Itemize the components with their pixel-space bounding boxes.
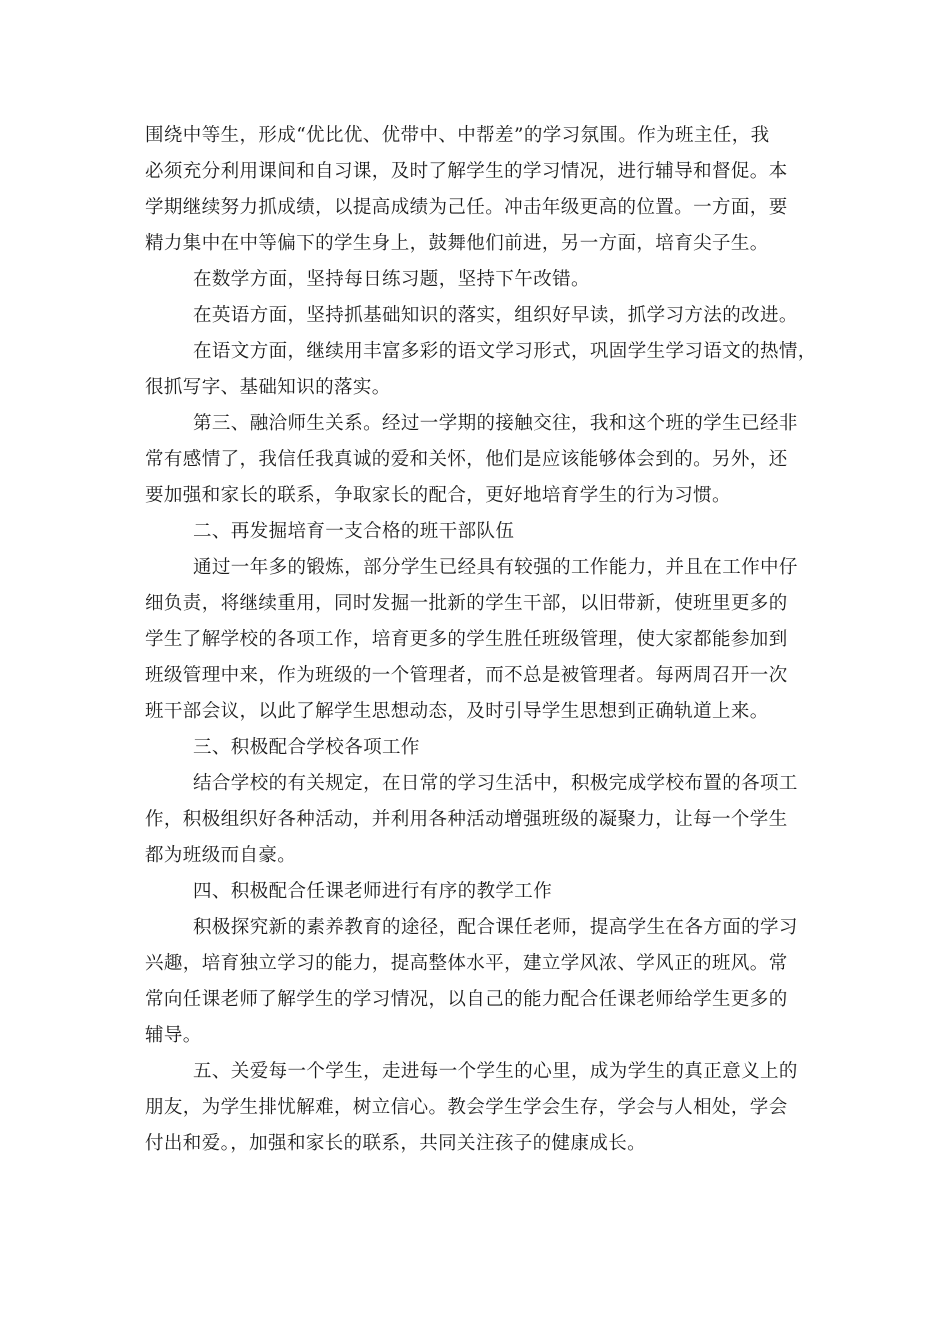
text-line: 通过一年多的锻炼，部分学生已经具有较强的工作能力，并且在工作中仔	[193, 557, 798, 578]
text-line: 三、积极配合学校各项工作	[193, 737, 420, 758]
text-line: 要加强和家长的联系，争取家长的配合，更好地培育学生的行为习惯。	[145, 485, 731, 506]
text-line: 班干部会议，以此了解学生思想动态，及时引导学生思想到正确轨道上来。	[145, 701, 769, 722]
text-line: 第三、融洽师生关系。经过一学期的接触交往，我和这个班的学生已经非	[193, 413, 798, 434]
text-line: 学期继续努力抓成绩，以提高成绩为己任。冲击年级更高的位置。一方面，要	[145, 197, 788, 218]
text-line: 积极探究新的素养教育的途径，配合课任老师，提高学生在各方面的学习	[193, 917, 798, 938]
text-line: 二、再发掘培育一支合格的班干部队伍	[193, 521, 515, 542]
text-line: 作，积极组织好各种活动，并利用各种活动增强班级的凝聚力，让每一个学生	[145, 809, 788, 830]
text-line: 四、积极配合任课老师进行有序的教学工作	[193, 881, 553, 902]
document-body	[145, 118, 815, 1162]
text-line: 学生了解学校的各项工作，培育更多的学生胜任班级管理，使大家都能参加到	[145, 629, 788, 650]
text-line: 精力集中在中等偏下的学生身上，鼓舞他们前进，另一方面，培育尖子生。	[145, 233, 769, 254]
text-line: 五、关爱每一个学生，走进每一个学生的心里，成为学生的真正意义上的	[193, 1061, 798, 1082]
text-line: 在英语方面，坚持抓基础知识的落实，组织好早读，抓学习方法的改进。	[193, 305, 798, 326]
text-line: 兴趣，培育独立学习的能力，提高整体水平，建立学风浓、学风正的班风。常	[145, 953, 788, 974]
text-line: 班级管理中来，作为班级的一个管理者，而不总是被管理者。每两周召开一次	[145, 665, 788, 686]
text-line: 细负责，将继续重用，同时发掘一批新的学生干部，以旧带新，使班里更多的	[145, 593, 788, 614]
text-line: 常向任课老师了解学生的学习情况，以自己的能力配合任课老师给学生更多的	[145, 989, 788, 1010]
text-line: 付出和爱。，加强和家长的联系，共同关注孩子的健康成长。	[145, 1133, 647, 1154]
text-line: 在数学方面，坚持每日练习题，坚持下午改错。	[193, 269, 590, 290]
text-line: 朋友，为学生排忧解难，树立信心。教会学生学会生存，学会与人相处，学会	[145, 1097, 788, 1118]
text-line: 都为班级而自豪。	[145, 845, 297, 866]
text-line: 围绕中等生，形成“优比优、优带中、中帮差”的学习氛围。作为班主任，我	[145, 125, 770, 146]
text-line: 必须充分利用课间和自习课，及时了解学生的学习情况，进行辅导和督促。本	[145, 161, 788, 182]
text-line: 很抓写字、基础知识的落实。	[145, 377, 391, 398]
text-line: 在语文方面，继续用丰富多彩的语文学习形式，巩固学生学习语文的热情，	[193, 341, 817, 362]
text-line: 辅导。	[145, 1025, 202, 1046]
text-line: 常有感情了，我信任我真诚的爱和关怀，他们是应该能够体会到的。另外，还	[145, 449, 788, 470]
text-line: 结合学校的有关规定，在日常的学习生活中，积极完成学校布置的各项工	[193, 773, 798, 794]
